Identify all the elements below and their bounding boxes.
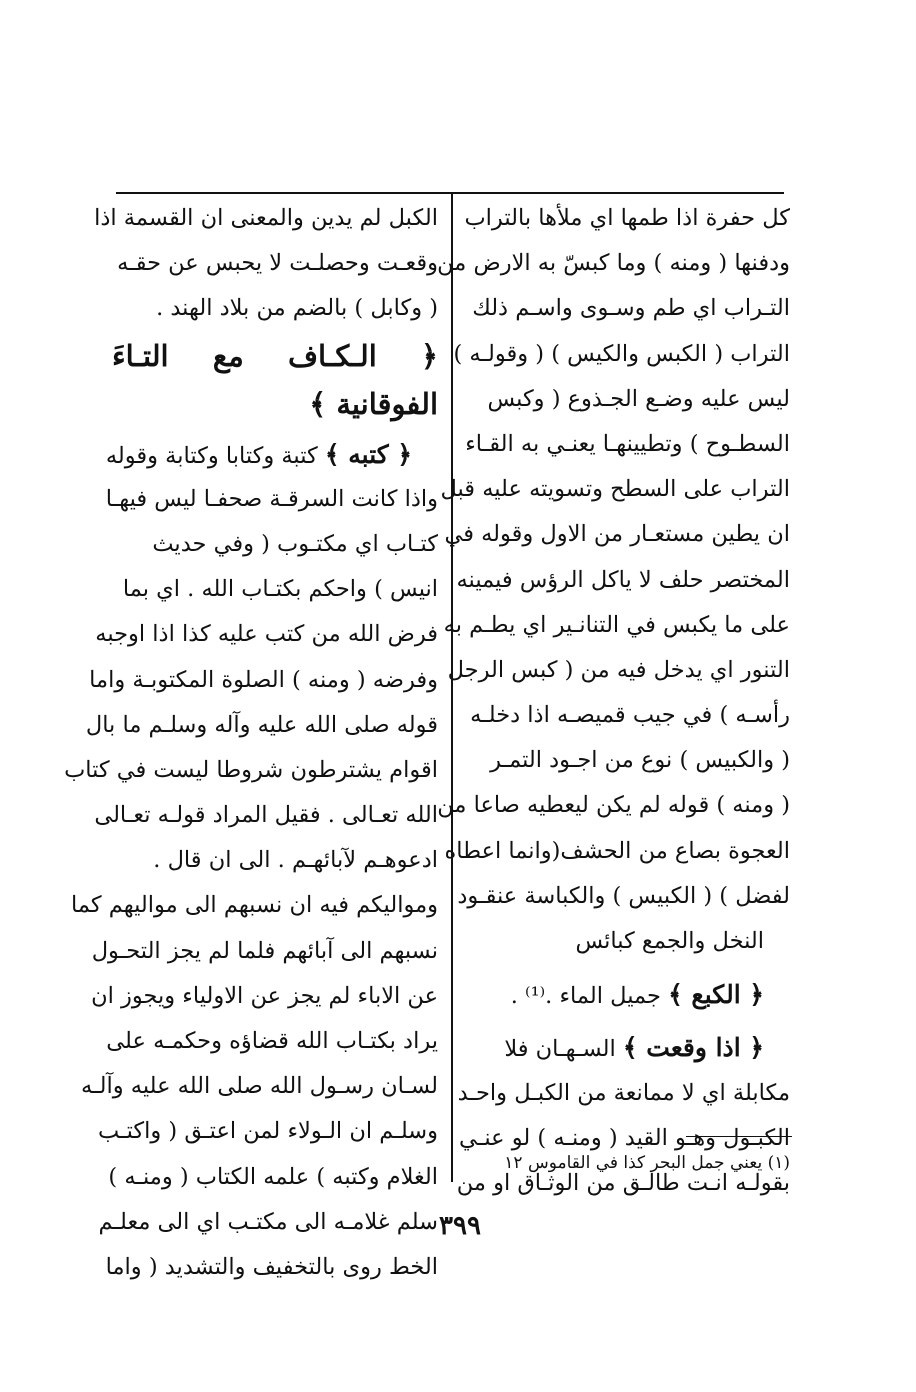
text-line: نسبهم الى آبائهم فلما لم يجز التحـول [91,937,438,964]
headword: ﴿ كتبه ﴾ [324,439,412,469]
entry-text: السـهـان فلا [504,1036,616,1063]
text-line: ( وكابل ) بالضم من بلاد الهند . [156,295,438,322]
entry-kab [464,972,790,1017]
text-line: ان يطين مستعـار من الاول وقوله في [444,521,790,548]
text-line: كل حفرة اذا طمها اي ملأها بالتراب [464,205,790,231]
text-line: يراد بكتـاب الله قضاؤه وحكمـه على [106,1028,438,1054]
text-line: المختصر حلف لا ياكل الرؤس فيمينه [456,566,790,593]
headword: ﴿ اذا وقعت ﴾ [622,1033,764,1063]
text-line: ومواليكم فيه ان نسبهم الى مواليهم كما [71,892,438,919]
text-line: الغلام وكتبه ) علمه الكتاب ( ومنـه ) [108,1163,438,1190]
text-line: بقولـه انـت طالـق من الوثـاق او من [456,1169,790,1196]
text-line: ليس عليه وضـع الجـذوع ( وكبس [487,385,790,412]
text-line: عن الاباء لم يجز عن الاولياء ويجوز ان [91,982,438,1009]
text-line: التراب على السطح وتسويته عليه قبل [440,476,790,503]
section-heading: ﴿ الـكـاف مع التـاءَ [112,338,438,373]
text-line: الله تعـالى . فقيل المراد قولـه تعـالى [94,802,438,829]
text-line: مكابلة اي لا ممانعة من الكبـل واحـد [457,1079,790,1106]
text-line: اقوام يشترطون شروطا ليست في كتاب [64,756,438,783]
text-line: ودفنها ( ومنه ) وما كبسّ به الارض من [437,250,790,277]
text-line: قوله صلى الله عليه وآله وسلـم ما بال [85,711,438,738]
text-line: التـراب اي طم وسـوى واسـم ذلك [472,295,790,322]
text-line: ادعوهـم لآبائهـم . الى ان قال . [153,847,438,874]
entry-text: كتبة وكتابا وكتابة وقوله [105,442,318,469]
left-column [64,196,438,1290]
section-heading-continued: الفوقانية ﴾ [309,386,438,421]
text-line: وفرضه ( ومنه ) الصلوة المكتوبـة واما [89,666,438,693]
text-line: على ما يكبس في التنانـير اي يطـم به [443,611,790,638]
footnote: (١) يعني جمل البحر كذا في القاموس ١٢ [504,1153,790,1173]
text-line: ( والكبيس ) نوع من اجـود التمـر [490,747,790,774]
text-line: لفضل ) ( الكبيس ) والكباسة عنقـود [457,882,790,909]
text-line: وسلـم ان الـولاء لمن اعتـق ( واكتـب [97,1118,438,1145]
text-line: لسـان رسـول الله صلى الله عليه وآلـه [81,1073,438,1100]
text-line: سلم غلامـه الى مكتـب اي الى معلـم [98,1208,438,1235]
text-line: فرض الله من كتب عليه كذا اذا اوجبه [95,621,438,648]
text-line: ( ومنه ) قوله لم يكن ليعطيه صاعا من [437,792,790,819]
text-line: العجوة بصاع من الحشف(وانما اعطاه [444,837,790,864]
text-line: واذا كانت السرقـة صحفـا ليس فيهـا [105,485,438,512]
text-line: رأسـه ) في جيب قميصـه اذا دخلـه [470,702,790,729]
page-number: ٣٩٩ [439,1211,481,1241]
text-line: كتـاب اي مكتـوب ( وفي حديث [152,530,438,557]
text-line: انيس ) واحكم بكتـاب الله . اي بما [122,576,438,603]
text-line: السطـوح ) وتطيينهـا يعنـي به القـاء [465,430,790,457]
text-line: الكبـول وهـو القيد ( ومنـه ) لو عنـي [459,1124,790,1151]
entry-waqaat [464,1025,790,1070]
entry-kutub [105,432,438,477]
footnote-rule [686,1136,792,1137]
text-line: الخط روى بالتخفيف والتشديد ( واما [105,1253,438,1280]
text-line: الكبل لم يدين والمعنى ان القسمة اذا [94,205,438,231]
headword: ﴿ الكبع ﴾ [668,980,764,1010]
text-line: التنور اي يدخل فيه من ( كبس الرجل [447,656,790,683]
text-line: التراب ( الكبس والكيس ) ( وقولـه ) [453,340,790,367]
top-rule [116,192,784,194]
text-line: النخل والجمع كبائس [575,928,764,954]
text-line: وقعـت وحصلـت لا يحبس عن حقـه [117,250,438,277]
right-column [437,196,790,1206]
entry-text: جميل الماء .⁽¹⁾ . [510,983,661,1010]
